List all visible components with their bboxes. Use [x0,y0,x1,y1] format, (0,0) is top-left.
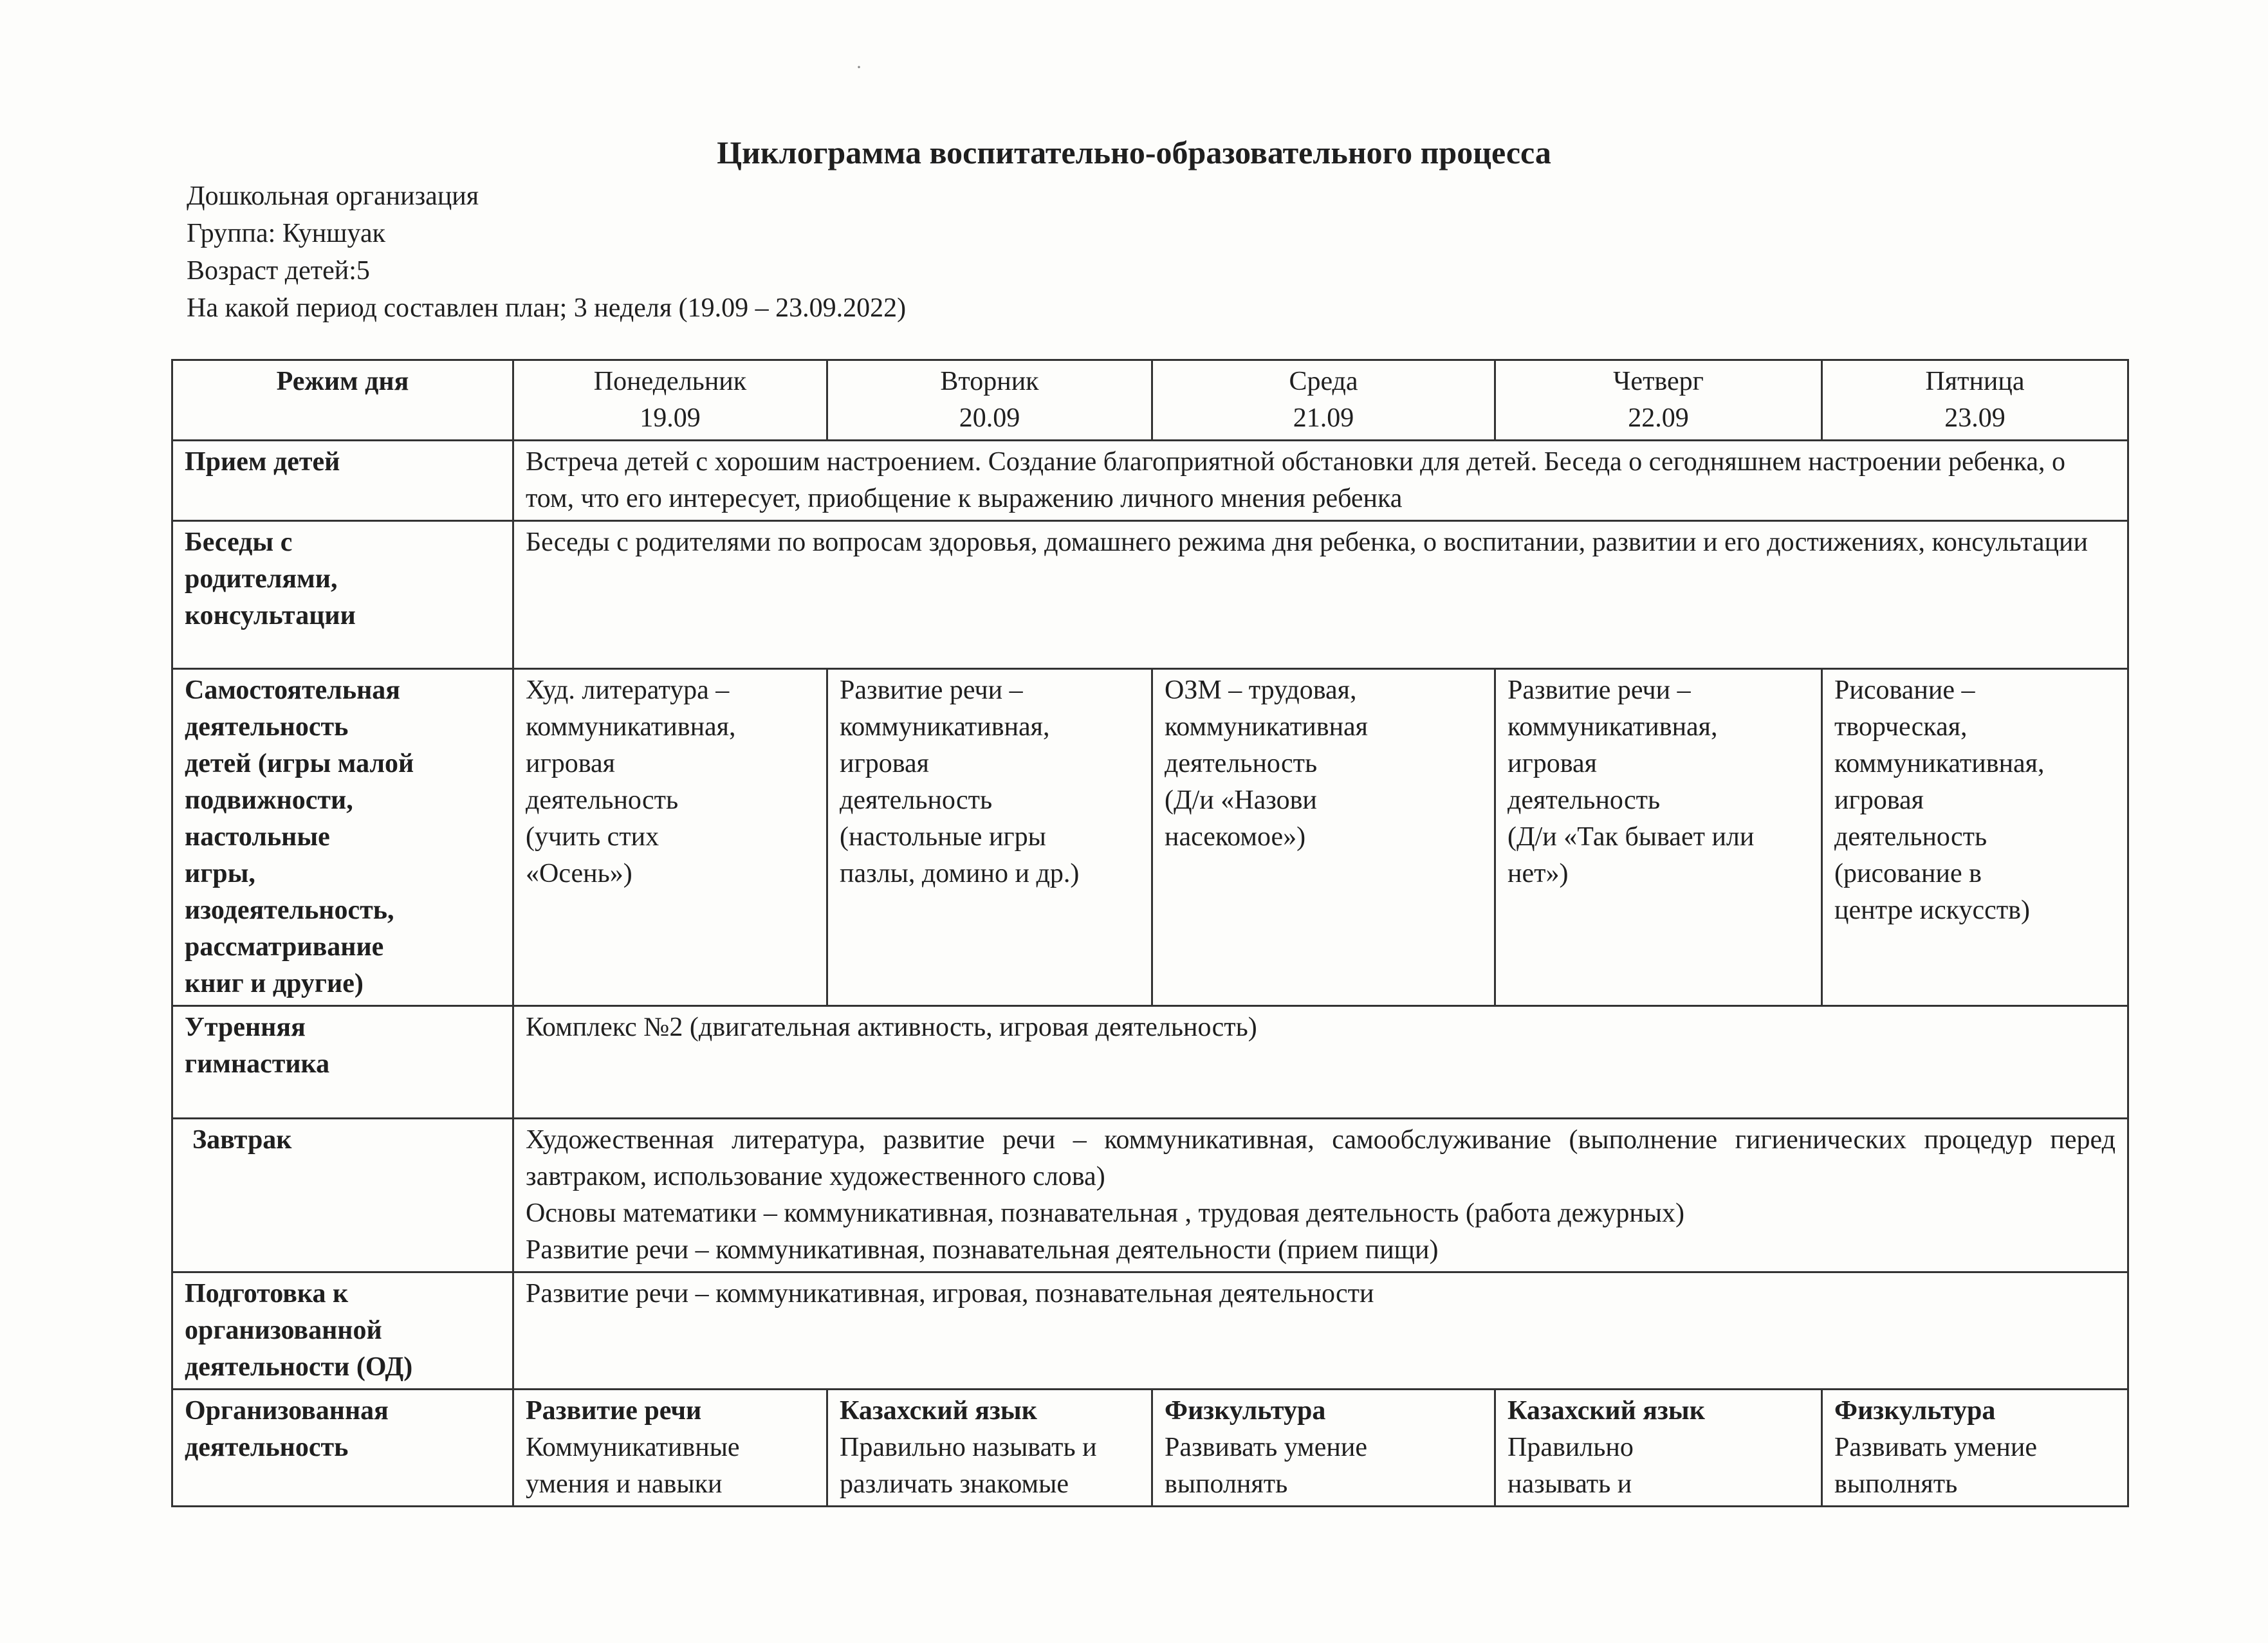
meta-age: Возраст детей:5 [187,256,370,286]
day-name: Среда [1289,367,1358,396]
header-day-wednesday [1152,360,1495,441]
cell-line: Рисование – [1834,675,1975,705]
row-label [172,1390,513,1507]
subject-title: Физкультура [1834,1396,1996,1426]
day-date: 22.09 [1628,403,1689,433]
subject-title: Казахский язык [1507,1396,1705,1426]
row-independent [172,669,2128,1006]
cell-line: пазлы, домино и др.) [840,859,1080,888]
meta-organization: Дошкольная организация [187,181,479,211]
row-content: Беседы с родителями по вопросам здоровья, домашнего режима дня ребенка, о воспитании, развитии и его достижениях, консультации [513,521,2128,669]
cell-line: деятельность [840,785,993,815]
label-line: Организованная [185,1396,389,1426]
label-line: организованной [185,1316,382,1345]
day-date: 20.09 [959,403,1020,433]
label-line: игры, [185,859,255,888]
cell-line: Развитие речи – [1507,675,1691,705]
meta-period: На какой период составлен план; 3 неделя (19.09 – 23.09.2022) [187,293,907,323]
label-line: гимнастика [185,1049,330,1079]
label-line: Утренняя [185,1013,306,1042]
content-line: Основы математики – коммуникативная, познавательная , трудовая деятельность (работа дежурных) [526,1198,1685,1228]
label-line: Беседы с [185,528,293,557]
label-line: родителями, [185,564,338,594]
label-line: Подготовка к [185,1279,349,1308]
cell-line: коммуникативная [1165,712,1369,742]
cell-line: Худ. литература – [526,675,730,705]
cell-line: деятельность [1507,785,1661,815]
row-organized [172,1390,2128,1507]
row-content [513,1119,2128,1272]
label-line: Самостоятельная [185,675,400,705]
cell-line: Развивать умение [1165,1433,1367,1462]
day-date: 23.09 [1944,403,2005,433]
cell-thursday [1495,1390,1822,1507]
cell-line: деятельность [1834,822,1987,852]
day-name: Четверг [1613,367,1704,396]
cell-line: называть и [1507,1469,1632,1499]
row-label [172,669,513,1006]
cell-thursday [1495,669,1822,1006]
document-title: Циклограмма воспитательно-образовательного процесса [717,134,1551,170]
cell-line: коммуникативная, [1507,712,1718,742]
cell-line: коммуникативная, [840,712,1050,742]
header-day-thursday [1495,360,1822,441]
header-regime: Режим дня [172,360,513,441]
cell-line: творческая, [1834,712,1968,742]
label-line: деятельность [185,1433,349,1462]
row-reception [172,441,2128,521]
cell-line: Коммуникативные [526,1433,740,1462]
document-meta [187,178,906,327]
cell-line: нет») [1507,859,1569,888]
cell-line: различать знакомые [840,1469,1069,1499]
meta-group: Группа: Куншуак [187,219,386,248]
label-line: подвижности, [185,785,353,815]
subject-title: Казахский язык [840,1396,1037,1426]
row-label: Прием детей [172,441,513,521]
cell-line: Развитие речи – [840,675,1023,705]
cell-line: (учить стих [526,822,659,852]
row-parents [172,521,2128,669]
day-name: Вторник [940,367,1039,396]
cell-wednesday [1152,669,1495,1006]
row-label [172,1272,513,1390]
day-name: Пятница [1925,367,2025,396]
day-name: Понедельник [593,367,747,396]
row-preparation [172,1272,2128,1390]
cell-line: выполнять [1165,1469,1288,1499]
cell-line: игровая [840,749,929,778]
cell-tuesday [827,669,1152,1006]
day-date: 19.09 [640,403,701,433]
cell-line: (Д/и «Так бывает или [1507,822,1755,852]
label-line: детей (игры малой [185,749,414,778]
content-line: Художественная литература, развитие речи – коммуникативная, самообслуживание (выполнение гигиенических процедур перед завтраком, использование художественного слова) [526,1125,2116,1191]
row-gymnastics [172,1006,2128,1119]
row-content: Комплекс №2 (двигательная активность, игровая деятельность) [513,1006,2128,1119]
cell-line: насекомое») [1165,822,1306,852]
header-row [172,360,2128,441]
header-day-monday [513,360,827,441]
content-line: Развитие речи – коммуникативная, познавательная деятельности (прием пищи) [526,1235,1439,1265]
label-line: деятельности (ОД) [185,1352,413,1382]
row-content: Встреча детей с хорошим настроением. Создание благоприятной обстановки для детей. Беседа о сегодняшнем настроении ребенка, о том, что его интересует, приобщение к выражению личного мнения ребенка [513,441,2128,521]
subject-title: Физкультура [1165,1396,1326,1426]
row-label [172,1006,513,1119]
cell-line: умения и навыки [526,1469,723,1499]
cell-line: деятельность [1165,749,1318,778]
cell-line: игровая [1834,785,1924,815]
cell-wednesday [1152,1390,1495,1507]
cell-monday [513,669,827,1006]
cell-line: выполнять [1834,1469,1958,1499]
cell-line: деятельность [526,785,679,815]
cell-tuesday [827,1390,1152,1507]
cell-line: Развивать умение [1834,1433,2037,1462]
cell-line: Правильно называть и [840,1433,1097,1462]
label-line: рассматривание [185,932,384,962]
cell-friday [1822,669,2128,1006]
label-line: настольные [185,822,330,852]
cell-line: «Осень») [526,859,632,888]
header-day-tuesday [827,360,1152,441]
cell-line: коммуникативная, [1834,749,2045,778]
cell-monday [513,1390,827,1507]
day-date: 21.09 [1293,403,1354,433]
cell-line: центре искусств) [1834,895,2030,925]
header-day-friday [1822,360,2128,441]
cell-line: (Д/и «Назови [1165,785,1317,815]
scan-speck: · [856,57,862,78]
row-content: Развитие речи – коммуникативная, игровая, познавательная деятельности [513,1272,2128,1390]
row-breakfast [172,1119,2128,1272]
cell-friday [1822,1390,2128,1507]
cell-line: (настольные игры [840,822,1046,852]
label-line: книг и другие) [185,969,364,998]
cell-line: коммуникативная, [526,712,736,742]
cell-line: игровая [1507,749,1597,778]
cell-line: (рисование в [1834,859,1982,888]
row-label [172,521,513,669]
row-label: Завтрак [172,1119,513,1272]
label-line: изодеятельность, [185,895,394,925]
label-line: деятельность [185,712,349,742]
subject-title: Развитие речи [526,1396,702,1426]
cell-line: ОЗМ – трудовая, [1165,675,1357,705]
cell-line: игровая [526,749,615,778]
cyclogram-table [171,359,2129,1507]
cell-line: Правильно [1507,1433,1634,1462]
label-line: консультации [185,601,356,630]
